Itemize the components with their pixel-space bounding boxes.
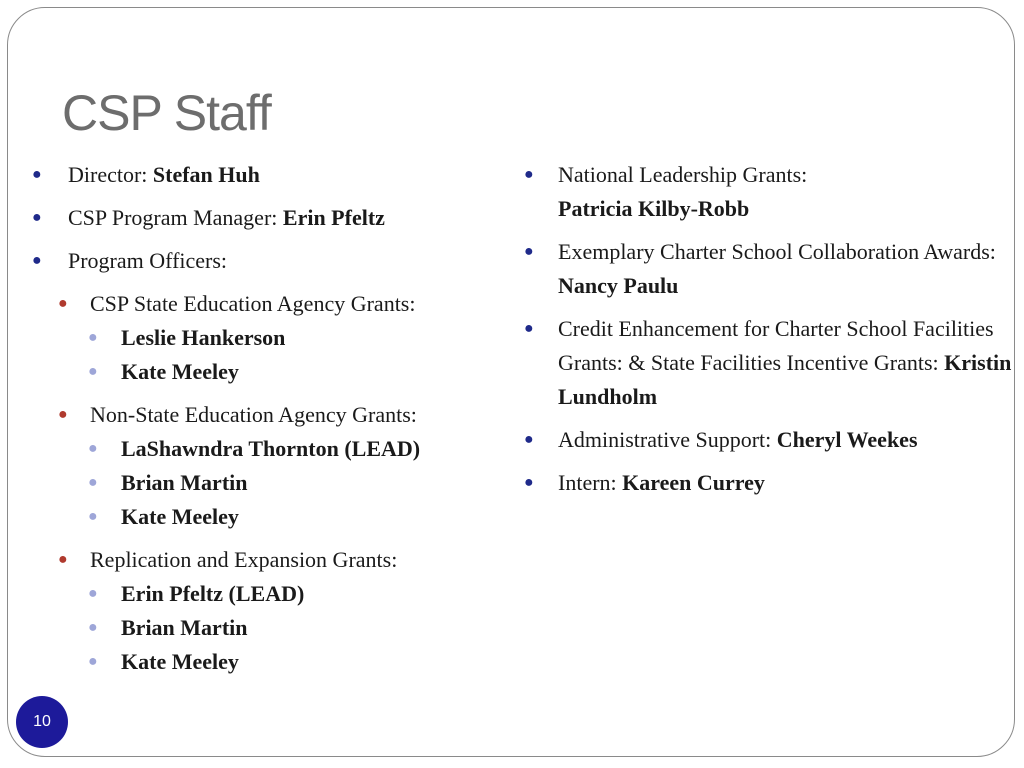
officers-label: Program Officers: — [68, 248, 228, 273]
bullet-icon: ● — [88, 474, 98, 491]
staff-item — [0, 577, 528, 611]
right-column — [518, 158, 1013, 509]
staff-name: LaShawndra Thornton (LEAD) — [121, 436, 421, 461]
right-item — [518, 312, 1013, 414]
right-item — [518, 235, 1013, 303]
bullet-icon: ● — [88, 329, 98, 346]
item-name: Cheryl Weekes — [776, 427, 918, 452]
item-label: Credit Enhancement for Charter School Facilities Grants: & State Facilities Incentive Grants: — [558, 316, 994, 375]
bullet-icon: ● — [58, 406, 68, 423]
bullet-icon: ● — [88, 508, 98, 525]
bullet-icon: ● — [524, 243, 534, 260]
officers-item — [28, 244, 528, 278]
bullet-icon: ● — [32, 209, 42, 226]
staff-item — [0, 432, 528, 466]
staff-item — [0, 500, 528, 534]
group-label — [0, 287, 528, 321]
bullet-icon: ● — [524, 166, 534, 183]
item-label: Exemplary Charter School Collaboration Awards: — [558, 239, 996, 264]
bullet-icon: ● — [524, 474, 534, 491]
bullet-icon: ● — [88, 363, 98, 380]
staff-name: Leslie Hankerson — [121, 325, 286, 350]
bullet-icon: ● — [88, 619, 98, 636]
item-name: Kareen Currey — [622, 470, 765, 495]
bullet-icon: ● — [524, 320, 534, 337]
bullet-icon: ● — [58, 551, 68, 568]
staff-name: Kate Meeley — [121, 504, 239, 529]
staff-item — [0, 611, 528, 645]
officer-group — [28, 398, 528, 534]
director-label: Director: — [68, 162, 153, 187]
officer-group — [28, 287, 528, 389]
bullet-icon: ● — [88, 585, 98, 602]
item-name: Patricia Kilby-Robb — [558, 196, 750, 221]
staff-item — [0, 321, 528, 355]
staff-name: Erin Pfeltz (LEAD) — [121, 581, 305, 606]
right-item — [518, 158, 1013, 226]
bullet-icon: ● — [88, 653, 98, 670]
director-name: Stefan Huh — [152, 162, 260, 187]
manager-label: CSP Program Manager: — [68, 205, 283, 230]
manager-item — [28, 201, 528, 235]
group-label-text: Replication and Expansion Grants: — [90, 547, 398, 572]
staff-name: Kate Meeley — [121, 359, 239, 384]
right-item — [518, 466, 1013, 500]
group-label-text: Non-State Education Agency Grants: — [90, 402, 417, 427]
page-number-badge: 10 — [16, 696, 68, 748]
bullet-icon: ● — [58, 295, 68, 312]
item-label: National Leadership Grants: — [558, 162, 808, 187]
item-name: Kristin Lundholm — [558, 350, 1012, 409]
group-label — [0, 543, 528, 577]
bullet-icon: ● — [32, 252, 42, 269]
manager-name: Erin Pfeltz — [282, 205, 385, 230]
staff-name: Brian Martin — [121, 470, 248, 495]
item-label: Administrative Support: — [558, 427, 777, 452]
item-label: Intern: — [558, 470, 623, 495]
officer-group — [28, 543, 528, 679]
left-column — [28, 158, 528, 688]
item-name: Nancy Paulu — [558, 273, 679, 298]
group-label — [0, 398, 528, 432]
staff-item — [0, 645, 528, 679]
bullet-icon: ● — [524, 431, 534, 448]
group-label-text: CSP State Education Agency Grants: — [90, 291, 416, 316]
staff-name: Kate Meeley — [121, 649, 239, 674]
bullet-icon: ● — [32, 166, 42, 183]
staff-item — [0, 466, 528, 500]
bullet-icon: ● — [88, 440, 98, 457]
right-item — [518, 423, 1013, 457]
director-item — [28, 158, 528, 192]
staff-item — [0, 355, 528, 389]
staff-name: Brian Martin — [121, 615, 248, 640]
slide-title: CSP Staff — [62, 85, 271, 141]
